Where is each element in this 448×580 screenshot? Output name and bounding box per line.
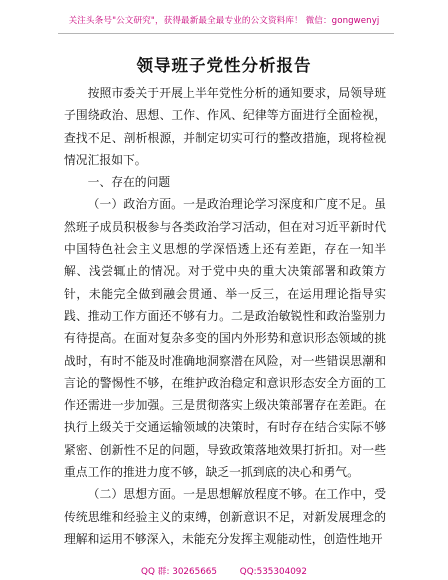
ideological-paragraph: （二）思想方面。一是思想解放程度不够。在工作中，受传统思维和经验主义的束缚，创新意识不足，对新发展理念的理解和运用不够深入，未能充分发挥主观能动性，创造性地开 <box>64 487 386 546</box>
document-title: 领导班子党性分析报告 <box>136 56 312 75</box>
document-body <box>64 82 386 550</box>
political-paragraph: （一）政治方面。一是政治理论学习深度和广度不足。虽然班子成员积极参与各类政治学习活动，但在对习近平新时代中国特色社会主义思想的学深悟透上还有差距，存在一知半解、浅尝辄止的情况。对于党中央的重大决策部署和政策方针，未能完全做到融会贯通、举一反三，在运用理论指导实践、推动工作方面还不够有力。二是政治敏锐性和政治鉴别力有待提高。在面对复杂多变的国内外形势和意识形态领域的挑战时，有时不能及时准确地洞察潜在风险，对一些错误思潮和言论的警惕性不够，在维护政治稳定和意识形态安全方面的工作还需进一步加强。三是贯彻落实上级决策部署存在差距。在执行上级关于交通运输领域的决策时，有时存在结合实际不够紧密、创新性不足的问题，导致政策落地效果打折扣。对一些重点工作的推进力度不够，缺乏一抓到底的决心和勇气。 <box>64 197 386 480</box>
header-divider <box>58 33 394 34</box>
section-heading: 一、存在的问题 <box>87 175 171 190</box>
footer-qq: QQ:535304092 <box>239 567 307 577</box>
header-banner: 关注头条号"公文研究"，获得最新最全最专业的公文资料库！ 微信：gongwenyj <box>68 16 380 26</box>
footer-qq-group: QQ 群: 30265665 <box>141 567 217 577</box>
footer-contacts <box>0 564 448 577</box>
intro-paragraph: 按照市委关于开展上半年党性分析的通知要求，局领导班子围绕政治、思想、工作、作风、纪律等方面进行全面检视，查找不足、剖析根源，并制定切实可行的整改措施，现将检视情况汇报如下。 <box>64 86 386 167</box>
